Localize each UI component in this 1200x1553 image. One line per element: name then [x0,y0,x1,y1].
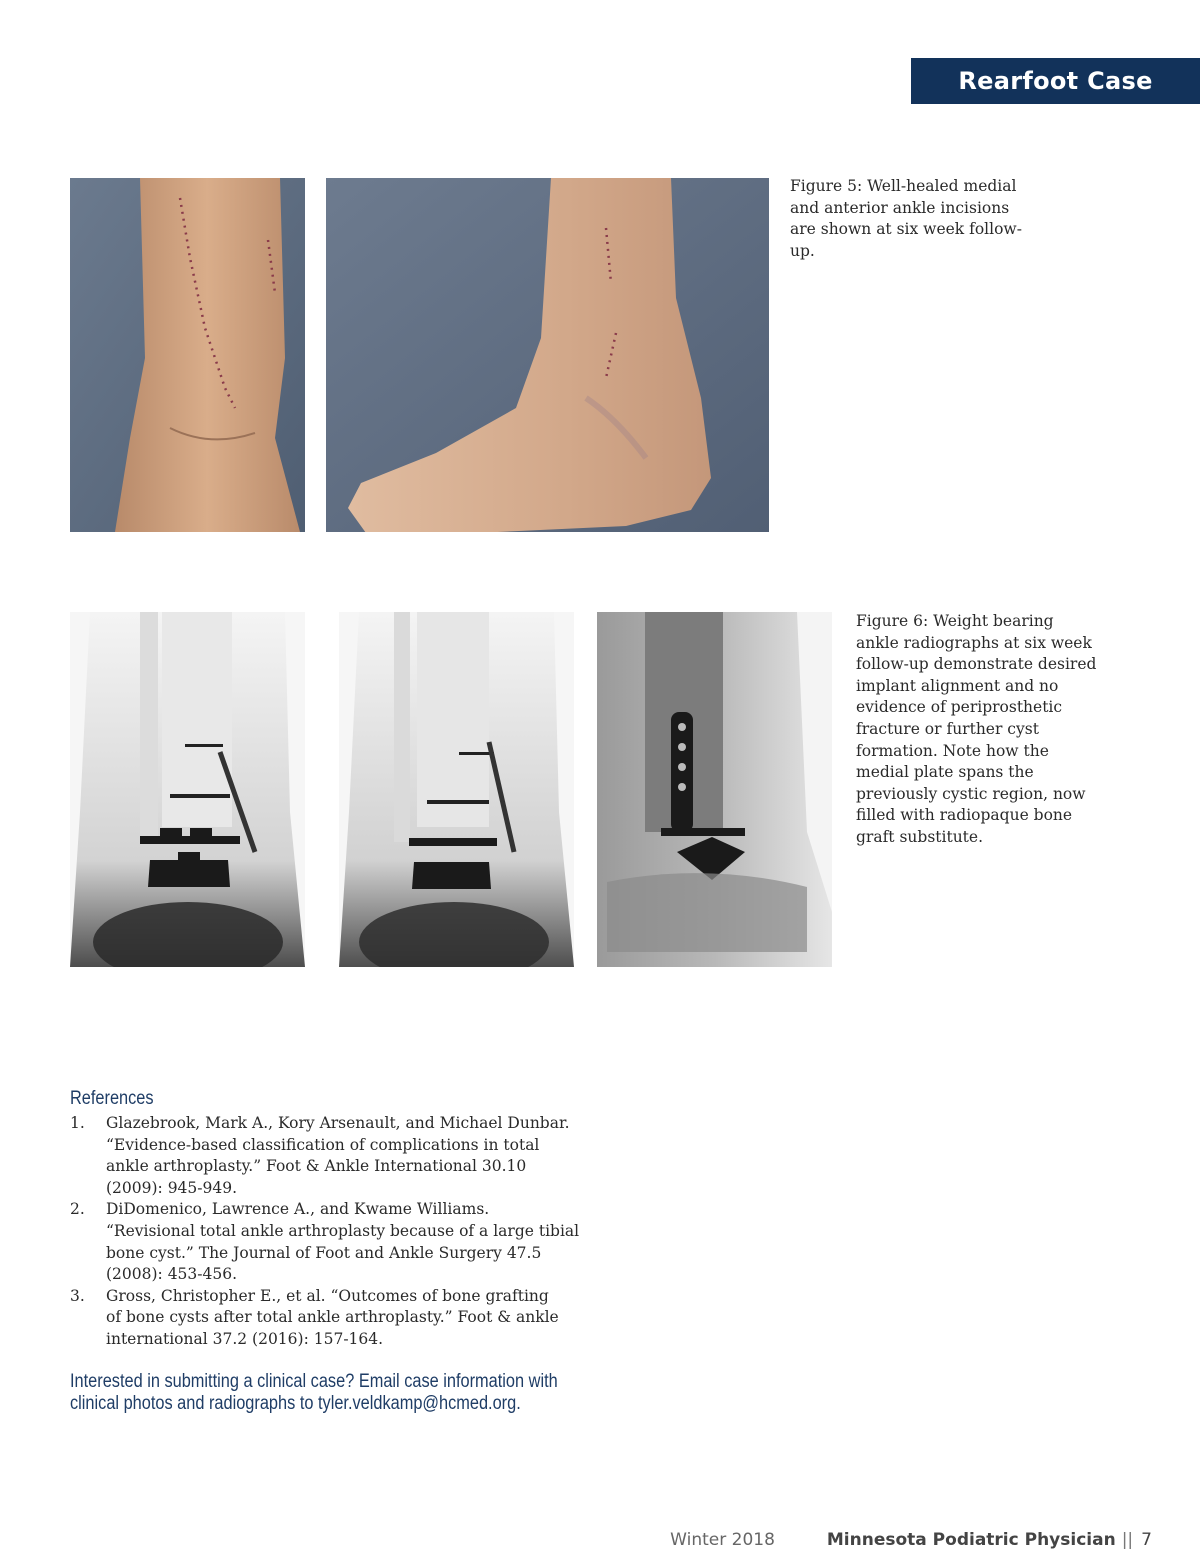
page-number: 7 [1141,1530,1152,1550]
section-banner [911,58,1200,104]
reference-line: ankle arthroplasty.” Foot & Ankle International 30.10 [106,1157,527,1176]
submission-call-to-action [70,1371,558,1415]
ap-ankle-radiograph [70,612,305,967]
reference-line: (2009): 945-949. [106,1178,238,1197]
caption-line: formation. Note how the [856,741,1049,760]
caption-line: evidence of periprosthetic [856,698,1063,717]
caption-line: Figure 5: Well-healed medial [790,177,1017,195]
figure-6-caption [856,611,1156,849]
caption-line: filled with radiopaque bone [856,806,1073,825]
cta-line: Interested in submitting a clinical case? Email case information with [70,1371,558,1392]
reference-item [70,1199,590,1285]
anterior-ankle-incision-photo [70,178,305,532]
reference-item [70,1113,590,1199]
mortise-ankle-radiograph [339,612,574,967]
reference-line: (2008): 453-456. [106,1265,238,1284]
caption-line: graft substitute. [856,827,984,846]
reference-item [70,1286,590,1351]
caption-line: previously cystic region, now [856,784,1086,803]
cta-line: clinical photos and radiographs to tyler.veldkamp@hcmed.org. [70,1393,521,1414]
reference-line: Glazebrook, Mark A., Kory Arsenault, and Michael Dunbar. [106,1114,570,1132]
references-heading: References [70,1088,154,1109]
caption-line: up. [790,241,815,260]
references-list [70,1113,590,1351]
reference-line: “Evidence-based classification of complications in total [106,1135,540,1154]
reference-number: 1. [70,1114,85,1132]
caption-line: follow-up demonstrate desired [856,655,1097,674]
section-label: Rearfoot Case [958,67,1153,95]
reference-line: bone cyst.” The Journal of Foot and Ankle Surgery 47.5 [106,1243,542,1262]
caption-line: fracture or further cyst [856,719,1039,738]
lateral-ankle-radiograph [597,612,832,967]
footer-separator: || [1121,1530,1134,1550]
issue-season: Winter 2018 [670,1530,775,1550]
caption-line: ankle radiographs at six week [856,633,1092,652]
figure-5-caption [790,176,1050,262]
reference-line: of bone cysts after total ankle arthroplasty.” Foot & ankle [106,1308,559,1327]
reference-line: Gross, Christopher E., et al. “Outcomes of bone grafting [106,1286,549,1305]
caption-line: medial plate spans the [856,763,1034,782]
page-footer [670,1530,1152,1553]
medial-ankle-incision-photo [326,178,769,532]
reference-number: 3. [70,1286,85,1305]
reference-line: DiDomenico, Lawrence A., and Kwame Williams. [106,1200,490,1219]
caption-line: and anterior ankle incisions [790,198,1010,217]
caption-line: Figure 6: Weight bearing [856,612,1054,630]
reference-line: international 37.2 (2016): 157-164. [106,1329,384,1348]
reference-line: “Revisional total ankle arthroplasty because of a large tibial [106,1221,580,1240]
caption-line: implant alignment and no [856,676,1059,695]
reference-number: 2. [70,1200,85,1219]
caption-line: are shown at six week follow- [790,220,1022,239]
publication-title: Minnesota Podiatric Physician [826,1530,1116,1550]
